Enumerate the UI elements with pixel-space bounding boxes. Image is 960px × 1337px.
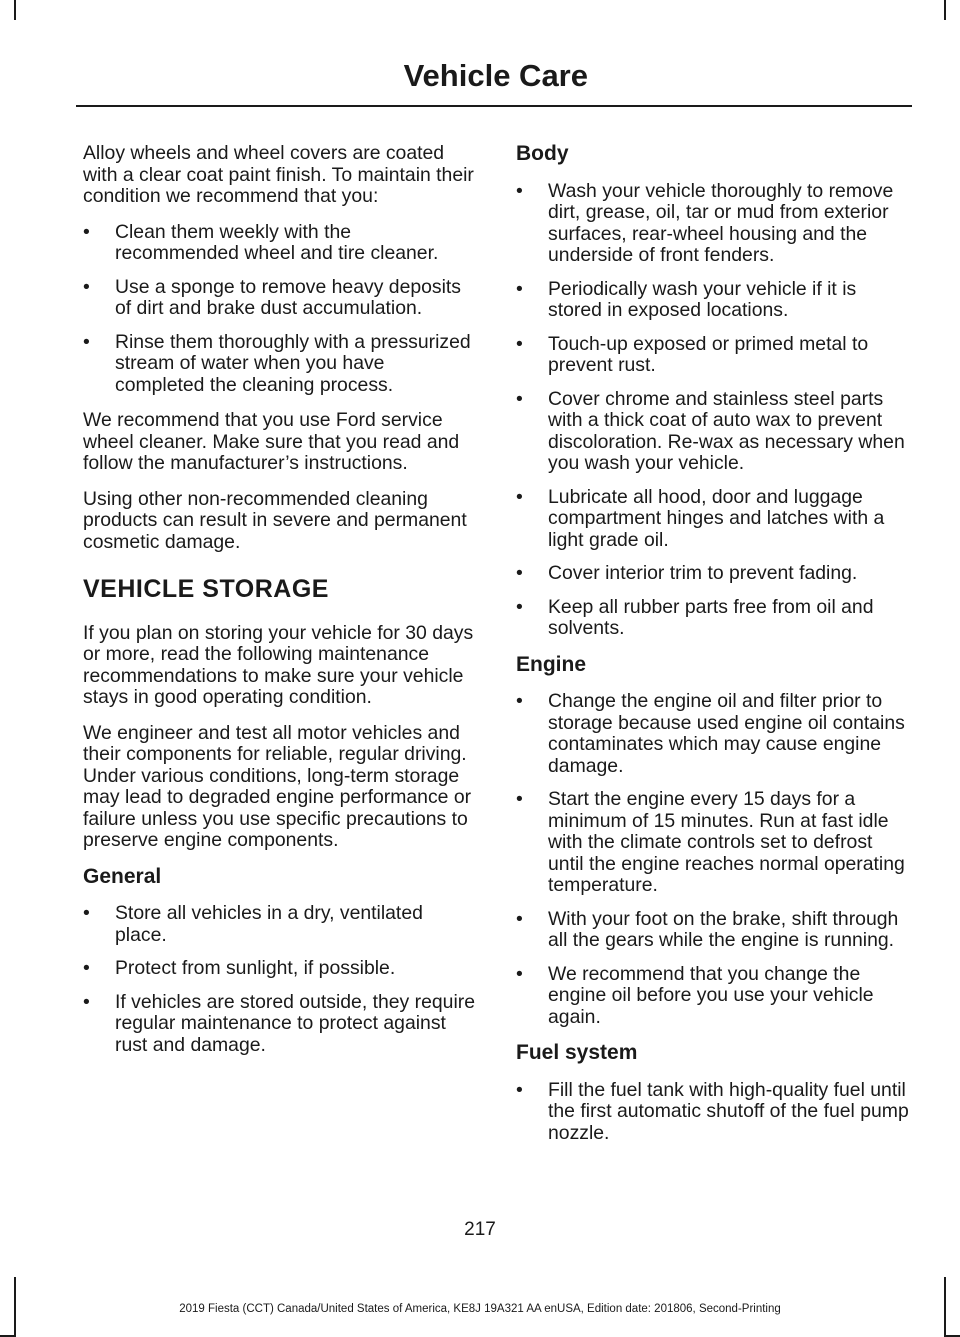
list-item: • Change the engine oil and filter prior to storage because used engine oil contains contaminates which may cause engine damage. xyxy=(516,691,911,777)
list-item: • Wash your vehicle thoroughly to remove dirt, grease, oil, tar or mud from exterior surfaces, rear-wheel housing and the underside of front fenders. xyxy=(516,181,911,267)
warning-paragraph: Using other non-recommended cleaning products can result in severe and permanent cosmetic damage. xyxy=(83,487,467,553)
wheel-care-list xyxy=(83,222,478,397)
list-item: • Protect from sunlight, if possible. xyxy=(83,958,478,980)
header-divider xyxy=(76,105,912,107)
left-column xyxy=(83,143,478,1070)
list-item: • Keep all rubber parts free from oil and solvents. xyxy=(516,597,911,640)
subheading-engine: Engine xyxy=(516,652,587,676)
list-item: • We recommend that you change the engine oil before you use your vehicle again. xyxy=(516,964,911,1029)
list-item: • Cover interior trim to prevent fading. xyxy=(516,563,911,585)
subheading-body: Body xyxy=(516,142,569,165)
list-item: • Fill the fuel tank with high-quality fuel until the first automatic shutoff of the fuel pump nozzle. xyxy=(516,1080,911,1145)
list-item: • Clean them weekly with the recommended wheel and tire cleaner. xyxy=(83,222,478,265)
recommendation-paragraph: We recommend that you use Ford service wheel cleaner. Make sure that you read and follow the manufacturer’s instructions. xyxy=(83,409,460,474)
page-number: 217 xyxy=(464,1219,496,1240)
list-item: • Store all vehicles in a dry, ventilated place. xyxy=(83,903,478,946)
right-column xyxy=(516,143,911,1158)
fuel-list xyxy=(516,1080,911,1145)
list-item: • Touch-up exposed or primed metal to prevent rust. xyxy=(516,334,911,377)
crop-mark-top-left xyxy=(14,0,16,20)
list-item: • Lubricate all hood, door and luggage compartment hinges and latches with a light grade oil. xyxy=(516,487,911,552)
list-item: • With your foot on the brake, shift through all the gears while the engine is running. xyxy=(516,909,911,952)
engine-list xyxy=(516,691,911,1028)
storage-paragraph: We engineer and test all motor vehicles and their components for reliable, regular driving. Under various conditions, long-term storage may lead to degraded engine performance or failure unless you use specific precautions to preserve engine components. xyxy=(83,721,472,851)
list-item: • Start the engine every 15 days for a minimum of 15 minutes. Run at fast idle with the climate controls set to defrost until the engine reaches normal operating temperature. xyxy=(516,789,911,897)
list-item: • Periodically wash your vehicle if it is stored in exposed locations. xyxy=(516,279,911,322)
list-item: • Rinse them thoroughly with a pressurized stream of water when you have completed the cleaning process. xyxy=(83,332,478,397)
list-item: • If vehicles are stored outside, they require regular maintenance to protect against rust and damage. xyxy=(83,992,478,1057)
general-list xyxy=(83,903,478,1056)
subheading-general: General xyxy=(83,864,162,888)
storage-paragraph: If you plan on storing your vehicle for 30 days or more, read the following maintenance recommendations to make sure your vehicle stays in good operating condition. xyxy=(83,621,474,708)
body-list xyxy=(516,181,911,640)
list-item: • Use a sponge to remove heavy deposits of dirt and brake dust accumulation. xyxy=(83,277,478,320)
subheading-fuel-system: Fuel system xyxy=(516,1041,638,1064)
list-item: • Cover chrome and stainless steel parts with a thick coat of auto wax to prevent discoloration. Re-wax as necessary when you wash your vehicle. xyxy=(516,389,911,475)
edition-footer: 2019 Fiesta (CCT) Canada/United States of America, KE8J 19A321 AA enUSA, Edition date: 201806, Second-Printing xyxy=(179,1303,781,1315)
section-heading-vehicle-storage: VEHICLE STORAGE xyxy=(83,575,329,603)
page-title: Vehicle Care xyxy=(403,58,588,93)
intro-paragraph: Alloy wheels and wheel covers are coated with a clear coat paint finish. To maintain their condition we recommend that you: xyxy=(83,142,474,207)
crop-mark-top-right xyxy=(944,0,946,20)
